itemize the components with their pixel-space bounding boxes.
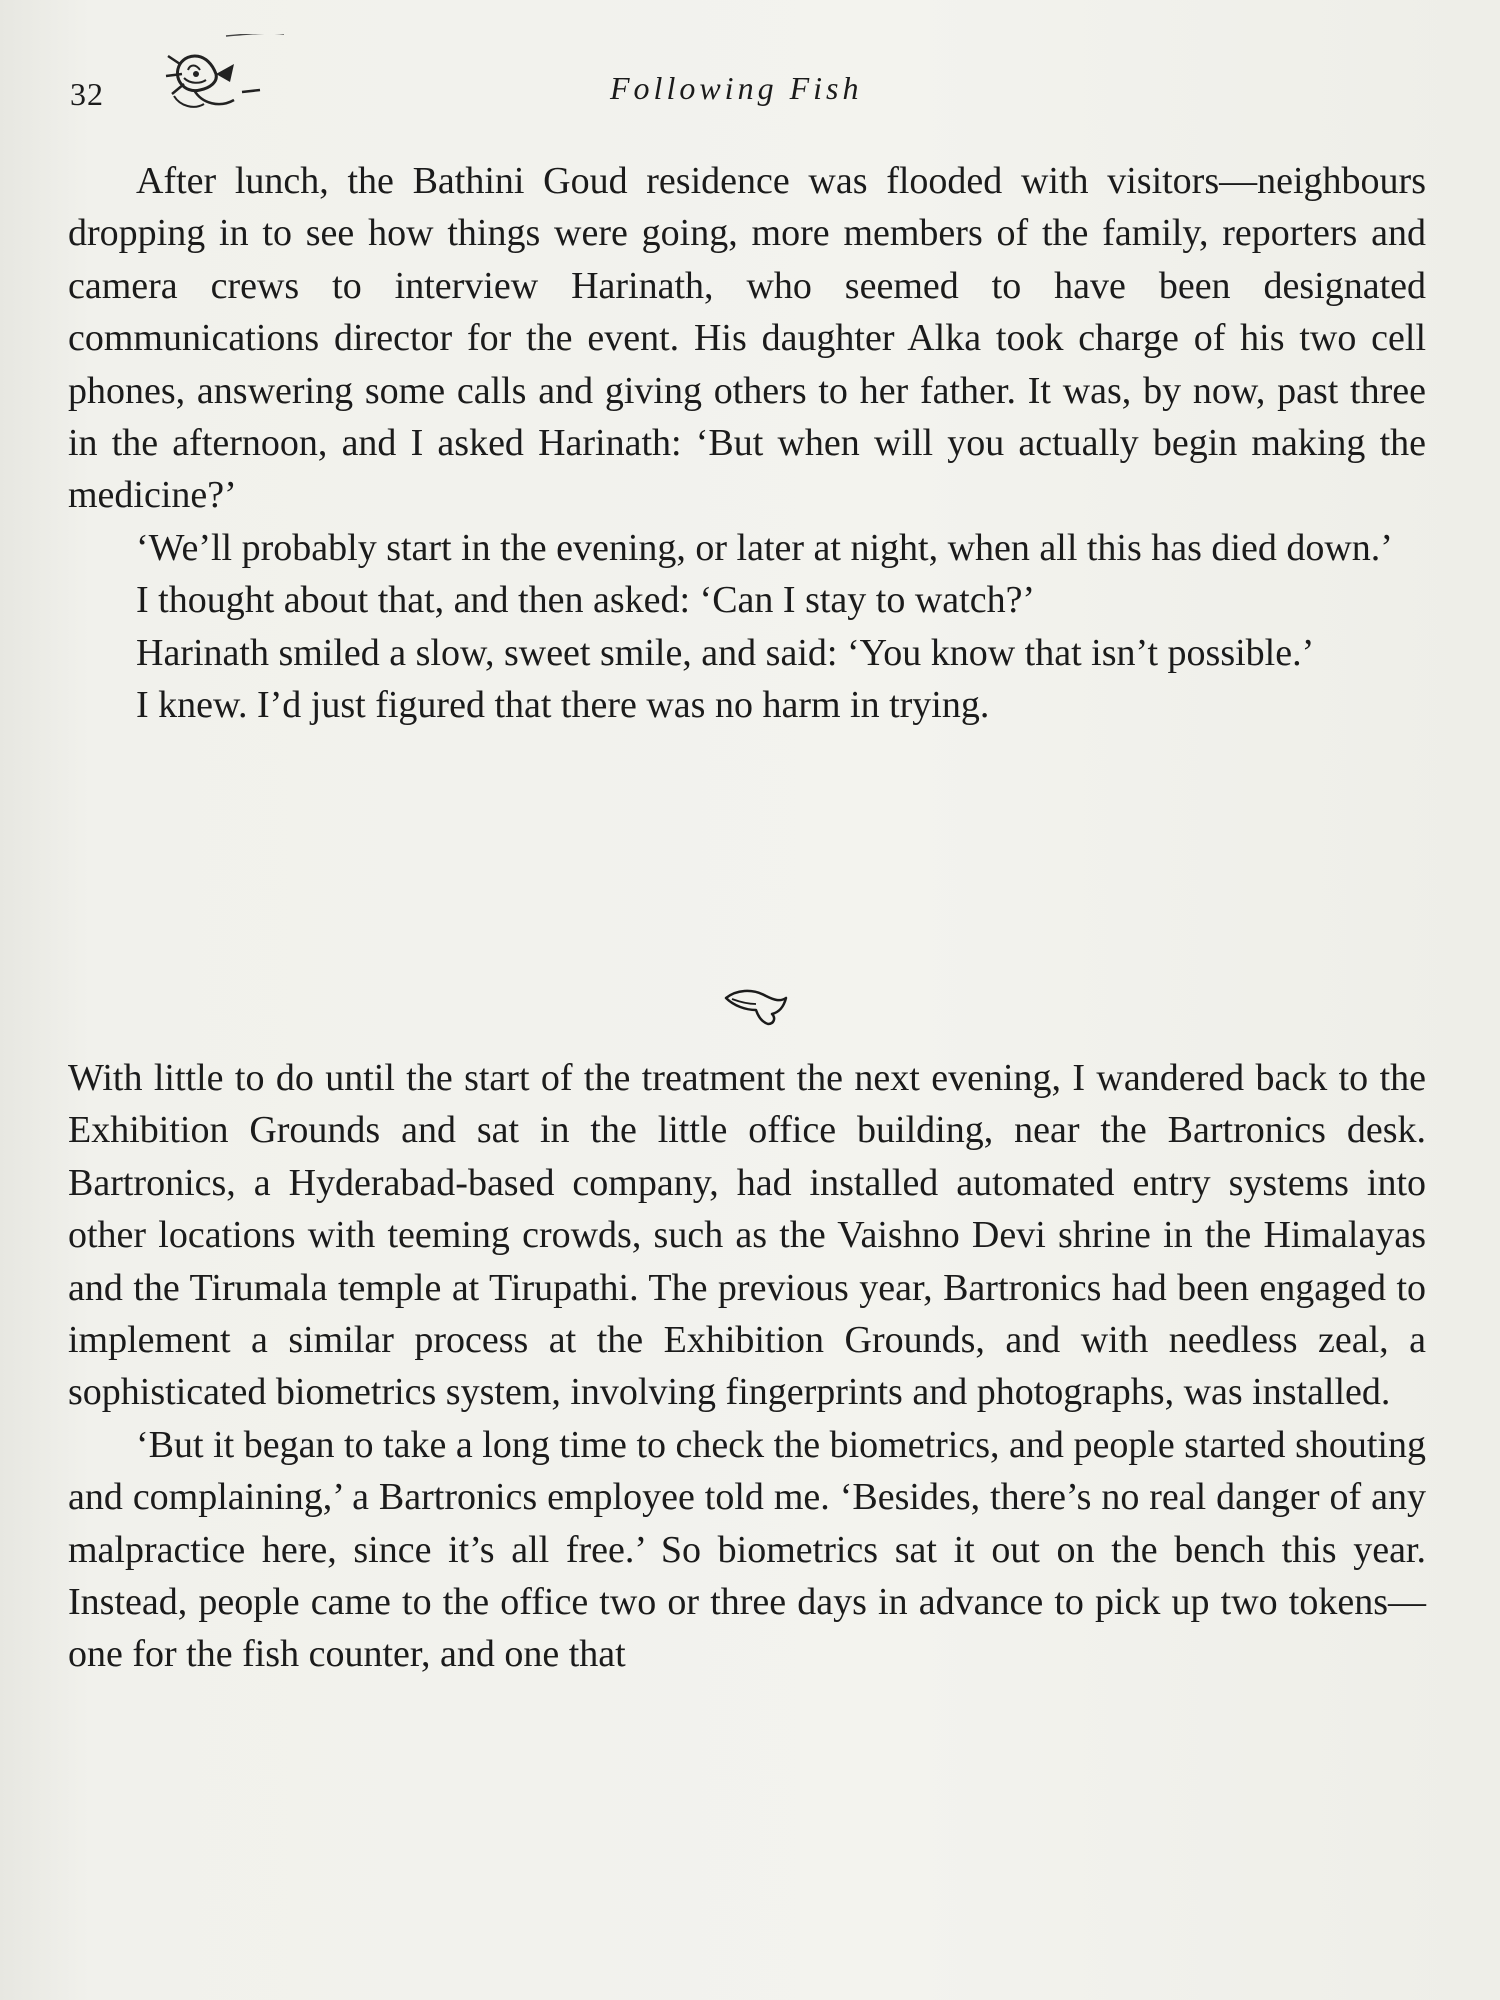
fish-section-break-icon [722, 982, 792, 1026]
paragraph: ‘But it began to take a long time to check the biometrics, and people started shouting and complaining,’ a Bartronics employee told me. ‘Besides, there’s no real danger of any malpractice here, since it’s all free.’ So biometrics sat it out on the bench this year. Instead, people came to the office two or three days in advance to pick up two tokens—one for the fish counter, and one that [68, 1423, 1426, 1676]
page-header [70, 62, 1430, 122]
section-one [68, 155, 1426, 731]
paragraph: I knew. I’d just figured that there was no harm in trying. [136, 684, 990, 727]
section-two [68, 1052, 1426, 1681]
fish-ornament-icon [138, 34, 288, 124]
paragraph: After lunch, the Bathini Goud residence was flooded with visitors—neighbours dropping in to see how things were going, more members of the family, reporters and camera crews to interview Harinath, who seemed to have been designated communications director for the event. His daughter Alka took charge of his two cell phones, answering some calls and giving others to her father. It was, by now, past three in the afternoon, and I asked Harinath: ‘But when will you actually begin making the medicine?’ [68, 160, 1426, 517]
paragraph: ‘We’ll probably start in the evening, or later at night, when all this has died down.’ [136, 526, 1393, 569]
page-number: 32 [70, 76, 104, 112]
running-head: Following Fish [610, 70, 863, 106]
paragraph: I thought about that, and then asked: ‘Can I stay to watch?’ [136, 579, 1036, 622]
paragraph: With little to do until the start of the treatment the next evening, I wandered back to the Exhibition Grounds and sat in the little office building, near the Bartronics desk. Bartronics, a Hyderabad-based company, had installed automated entry systems into other locations with teeming crowds, such as the Vaishno Devi shrine in the Himalayas and the Tirumala temple at Tirupathi. The previous year, Bartronics had been engaged to implement a similar process at the Exhibition Grounds, and with needless zeal, a sophisticated biometrics system, involving fingerprints and photographs, was installed. [68, 1057, 1426, 1414]
paragraph: Harinath smiled a slow, sweet smile, and said: ‘You know that isn’t possible.’ [136, 631, 1315, 674]
